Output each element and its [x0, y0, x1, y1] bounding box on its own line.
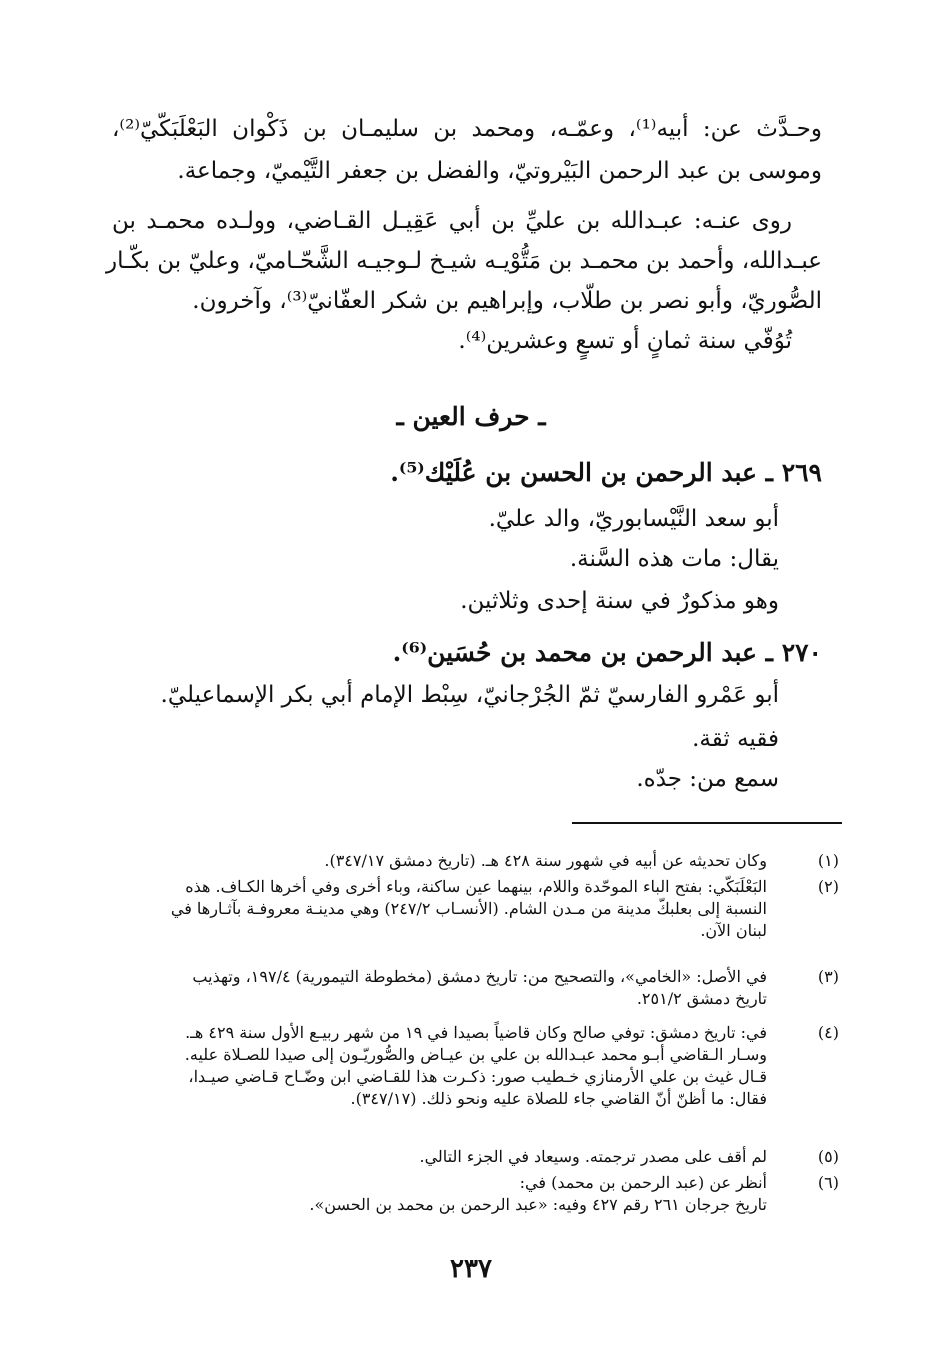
footnote-line: تاريخ دمشق ٢٥١/٢.: [636, 989, 767, 1008]
body-line: تُوُفّي سنة ثمانٍ أو تسعٍ وعشرين⁽⁴⁾.: [458, 328, 792, 354]
footnote-line: البَعْلَبَكّي: بفتح الباء الموحّدة واللام، بينهما عين ساكنة، وباء أخرى وفي أخرها الكـاف. هذه: [185, 877, 767, 896]
entry-line: يقال: مات هذه السَّنة.: [569, 546, 779, 572]
page-number: ٢٣٧: [450, 1254, 492, 1284]
entry-line: وهو مذكورٌ في سنة إحدى وثلاثين.: [460, 588, 779, 614]
footnote-number: (١): [817, 851, 839, 870]
body-line: روى عنـه: عبـدالله بن عليِّ بن أبي عَقِيـل القـاضي، وولـده محمـد بن: [112, 208, 792, 234]
entry-line: سمع من: جدّه.: [636, 766, 779, 792]
footnote-number: (٢): [817, 877, 839, 896]
footnote-number: (٤): [817, 1023, 839, 1042]
footnote-2: [106, 876, 837, 942]
footnote-line: النسبة إلى بعلبكّ مدينة من مـدن الشام. (الأنسـاب ٢٤٧/٢) وهي مدينـة معروفـة بآثـارها في: [170, 899, 767, 918]
body-line: وحـدَّث عن: أبيه⁽¹⁾، وعمّـه، ومحمد بن سليمـان بن ذَكْوان البَعْلَبَكّيّ⁽²⁾،: [112, 116, 822, 142]
footnote-number: (٦): [817, 1173, 839, 1192]
entry-line: أبو عَمْرو الفارسيّ ثمّ الجُرْجانيّ، سِبْط الإمام أبي بكر الإسماعيليّ.: [160, 682, 779, 708]
body-line: الصُّوريّ، وأبو نصر بن طلّاب، وإبراهيم بن شكر العفّانيّ⁽³⁾، وآخرون.: [192, 288, 822, 314]
entry-line: فقيه ثقة.: [692, 726, 779, 752]
footnote-6: [106, 1172, 837, 1216]
entry-270-title: ٢٧٠ ـ عبد الرحمن بن محمد بن حُسَين⁽⁶⁾.: [392, 638, 822, 667]
entry-269-title: ٢٦٩ ـ عبد الرحمن بن الحسن بن عُلَيْك⁽⁵⁾.: [390, 458, 822, 487]
footnote-5: [106, 1146, 837, 1168]
footnote-line: وسـار الـقاضي أبـو محمد عبـدالله بن علي بن عيـاض والصُّوريّـون إلى صيدا للصـلاة عليه.: [184, 1045, 767, 1064]
footnote-line: في: تاريخ دمشق: توفي صالح وكان قاضياً بصيدا في ١٩ من شهر ربيـع الأول سنة ٤٢٩ هـ.: [185, 1023, 767, 1042]
footnote-line: تاريخ جرجان ٢٦١ رقم ٤٢٧ وفيه: «عبد الرحمن بن محمد بن الحسن».: [309, 1195, 767, 1214]
footnote-4: [106, 1022, 837, 1110]
footnote-divider: [572, 822, 842, 824]
footnote-3: [106, 966, 837, 1010]
footnote-number: (٥): [817, 1147, 839, 1166]
footnote-line: قـال غيث بن علي الأرمنازي خـطيب صور: ذكـرت هذا للقـاضي ابن وضّـاح قـاضي صيـدا،: [188, 1067, 767, 1086]
footnote-line: لبنان الآن.: [700, 921, 767, 940]
footnote-line: وكان تحديثه عن أبيه في شهور سنة ٤٢٨ هـ. (تاريخ دمشق ٣٤٧/١٧).: [324, 851, 767, 870]
footnote-line: لم أقف على مصدر ترجمته. وسيعاد في الجزء التالي.: [419, 1147, 767, 1166]
footnote-line: أنظر عن (عبد الرحمن بن محمد) في:: [519, 1173, 767, 1192]
footnote-line: في الأصل: «الخامي»، والتصحيح من: تاريخ دمشق (مخطوطة التيمورية) ١٩٧/٤، وتهذيب: [192, 967, 767, 986]
section-heading: ـ حرف العين ـ: [396, 402, 546, 431]
footnote-number: (٣): [817, 967, 839, 986]
footnote-line: فقال: ما أظنّ أنّ القاضي جاء للصلاة عليه ونحو ذلك. (٣٤٧/١٧).: [350, 1089, 767, 1108]
body-line: عبـدالله، وأحمد بن محمـد بن مَتُّوْيـه شيـخ لـوجيـه الشَّحّـاميّ، وعليّ بن بكّـار: [105, 248, 822, 274]
body-line: وموسى بن عبد الرحمن البَيْروتيّ، والفضل بن جعفر التَّيْميّ، وجماعة.: [177, 158, 822, 184]
footnote-1: [106, 850, 837, 872]
entry-line: أبو سعد النَّيْسابوريّ، والد عليّ.: [488, 506, 779, 532]
